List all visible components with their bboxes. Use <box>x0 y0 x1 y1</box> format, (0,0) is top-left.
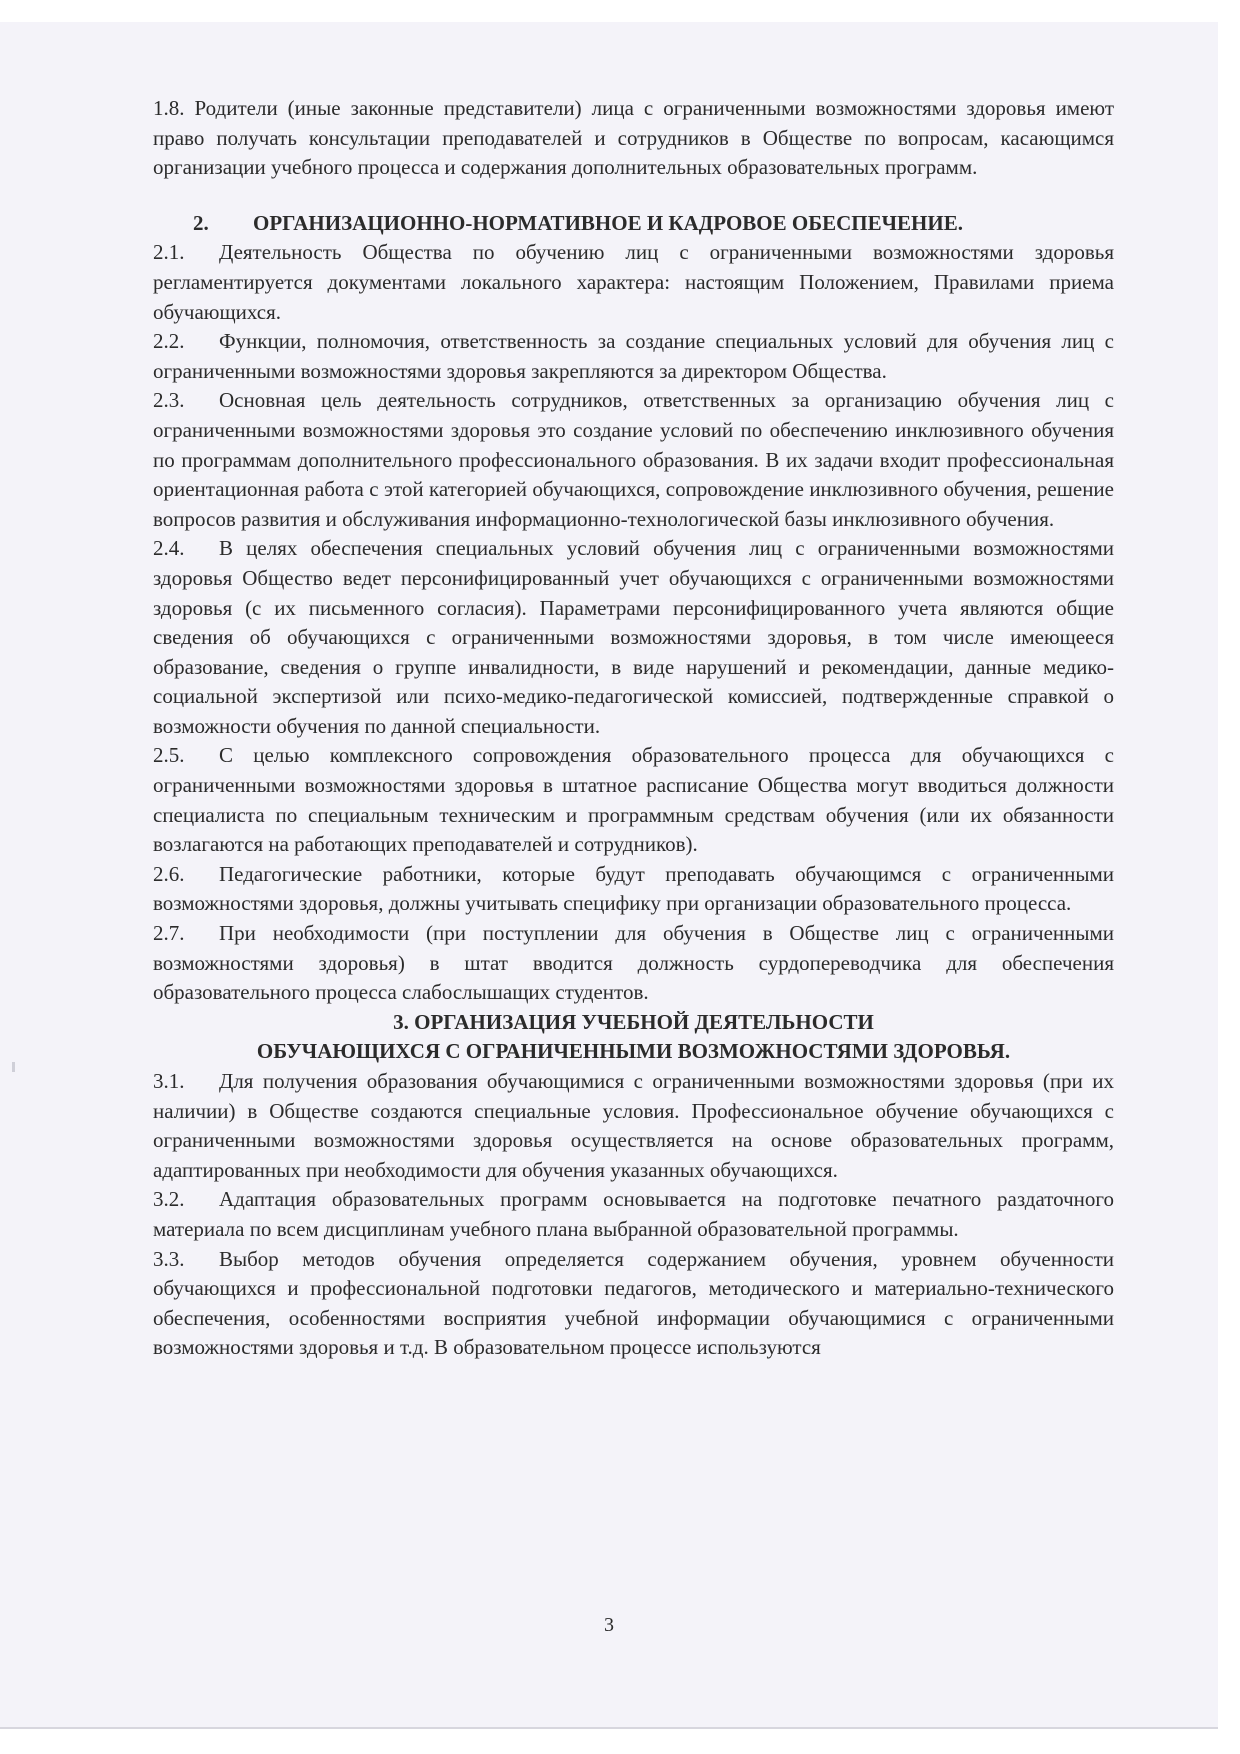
paragraph-2-5 <box>153 741 1114 859</box>
page-body <box>153 94 1114 1363</box>
paragraph-number: 3.3. <box>153 1246 185 1271</box>
paragraph-number: 3.2. <box>153 1187 185 1212</box>
section-title: ОРГАНИЗАЦИОННО-НОРМАТИВНОЕ И КАДРОВОЕ ОБЕСПЕЧЕНИЕ. <box>253 210 963 235</box>
paragraph-3-3 <box>153 1245 1114 1363</box>
paragraph-text: Адаптация образовательных программ основывается на подготовке печатного раздаточного материала по всем дисциплинам учебного плана выбранной образовательной программы. <box>153 1187 1114 1241</box>
paragraph-text: Педагогические работники, которые будут преподавать обучающимся с ограниченными возможностями здоровья, должны учитывать специфику при организации образовательного процесса. <box>153 861 1114 916</box>
paragraph-number: 2.2. <box>153 329 185 354</box>
paragraph-2-3 <box>153 386 1114 534</box>
paragraph-number: 2.4. <box>153 536 185 561</box>
paragraph-2-4 <box>153 534 1114 741</box>
paragraph-text: Родители (иные законные представители) лица с ограниченными возможностями здоровья имеют право получать консультации преподавателей и сотрудников в Обществе по вопросам, касающимся организации учебного процесса и содержания дополнительных образовательных программ. <box>153 96 1115 180</box>
section-3-heading-line-1: 3. ОРГАНИЗАЦИЯ УЧЕБНОЙ ДЕЯТЕЛЬНОСТИ <box>393 1009 874 1034</box>
section-2-heading <box>153 209 1114 239</box>
paragraph-number: 3.1. <box>153 1069 185 1093</box>
paragraph-number: 2.1. <box>153 240 185 265</box>
paragraph-1-8 <box>153 94 1114 183</box>
paragraph-text: С целью комплексного сопровождения образовательного процесса для обучающихся с ограниченными возможностями здоровья в штатное расписание Общества могут вводиться должности специалиста по специальным техническим и программным средствам обучения (или их обязанности возлагаются на работающих преподавателей и сотрудников). <box>153 743 1114 857</box>
paragraph-text: Основная цель деятельность сотрудников, ответственных за организацию обучения лиц с ограниченными возможностями здоровья это создание условий по обеспечению инклюзивного обучения по программам дополнительного профессионального образования. В их задачи входит профессиональная ориентационная работа с этой категорией обучающихся, сопровождение инклюзивного обучения, решение вопросов развития и обслуживания информационно-технологической базы инклюзивного обучения. <box>153 388 1114 531</box>
paragraph-text: Выбор методов обучения определяется содержанием обучения, уровнем обученности обучающихся и профессиональной подготовки педагогов, методического и материально-технического обеспечения, особенностями восприятия учебной информации обучающимися с ограниченными возможностями здоровья и т.д. В образовательном процессе используются <box>153 1246 1114 1360</box>
section-3-heading-line-2: ОБУЧАЮЩИХСЯ С ОГРАНИЧЕННЫМИ ВОЗМОЖНОСТЯМИ ЗДОРОВЬЯ. <box>256 1039 1011 1064</box>
scan-mark <box>12 1062 15 1072</box>
paragraph-number: 2.6. <box>153 861 185 886</box>
paragraph-number: 2.5. <box>153 743 185 768</box>
paragraph-3-2 <box>153 1185 1114 1244</box>
paragraph-2-6 <box>153 860 1114 919</box>
paragraph-3-1 <box>153 1067 1114 1185</box>
document-page <box>0 22 1218 1729</box>
paragraph-text: Функции, полномочия, ответственность за создание специальных условий для обучения лиц с ограниченными возможностями здоровья закрепляются за директором Общества. <box>153 329 1114 383</box>
paragraph-number: 1.8. <box>153 96 185 120</box>
paragraph-2-2 <box>153 327 1114 386</box>
paragraph-2-7 <box>153 919 1114 1008</box>
paragraph-text: В целях обеспечения специальных условий обучения лиц с ограниченными возможностями здоровья Общество ведет персонифицированный учет обучающихся с ограниченными возможностями здоровья (с их письменного согласия). Параметрами персонифицированного учета являются общие сведения об обучающихся с ограниченными возможностями здоровья, в том числе имеющееся образование, сведения о группе инвалидности, в виде нарушений и рекомендации, данные медико-социальной экспертизой или психо-медико-педагогической комиссией, подтвержденные справкой о возможности обучения по данной специальности. <box>153 536 1114 738</box>
paragraph-2-1 <box>153 238 1114 327</box>
paragraph-text: При необходимости (при поступлении для обучения в Обществе лиц с ограниченными возможностями здоровья) в штат вводится должность сурдопереводчика для обеспечения образовательного процесса слабослышащих студентов. <box>153 921 1114 1005</box>
page-number: 3 <box>604 1614 614 1636</box>
paragraph-number: 2.7. <box>153 921 185 946</box>
paragraph-text: Деятельность Общества по обучению лиц с ограниченными возможностями здоровья регламентируется документами локального характера: настоящим Положением, Правилами приема обучающихся. <box>153 240 1114 324</box>
paragraph-number: 2.3. <box>153 388 185 413</box>
paragraph-text: Для получения образования обучающимися с ограниченными возможностями здоровья (при их наличии) в Обществе создаются специальные условия. Профессиональное обучение обучающихся с ограниченными возможностями здоровья осуществляется на основе образовательных программ, адаптированных при необходимости для обучения указанных обучающихся. <box>153 1069 1114 1182</box>
section-number: 2. <box>193 210 209 235</box>
